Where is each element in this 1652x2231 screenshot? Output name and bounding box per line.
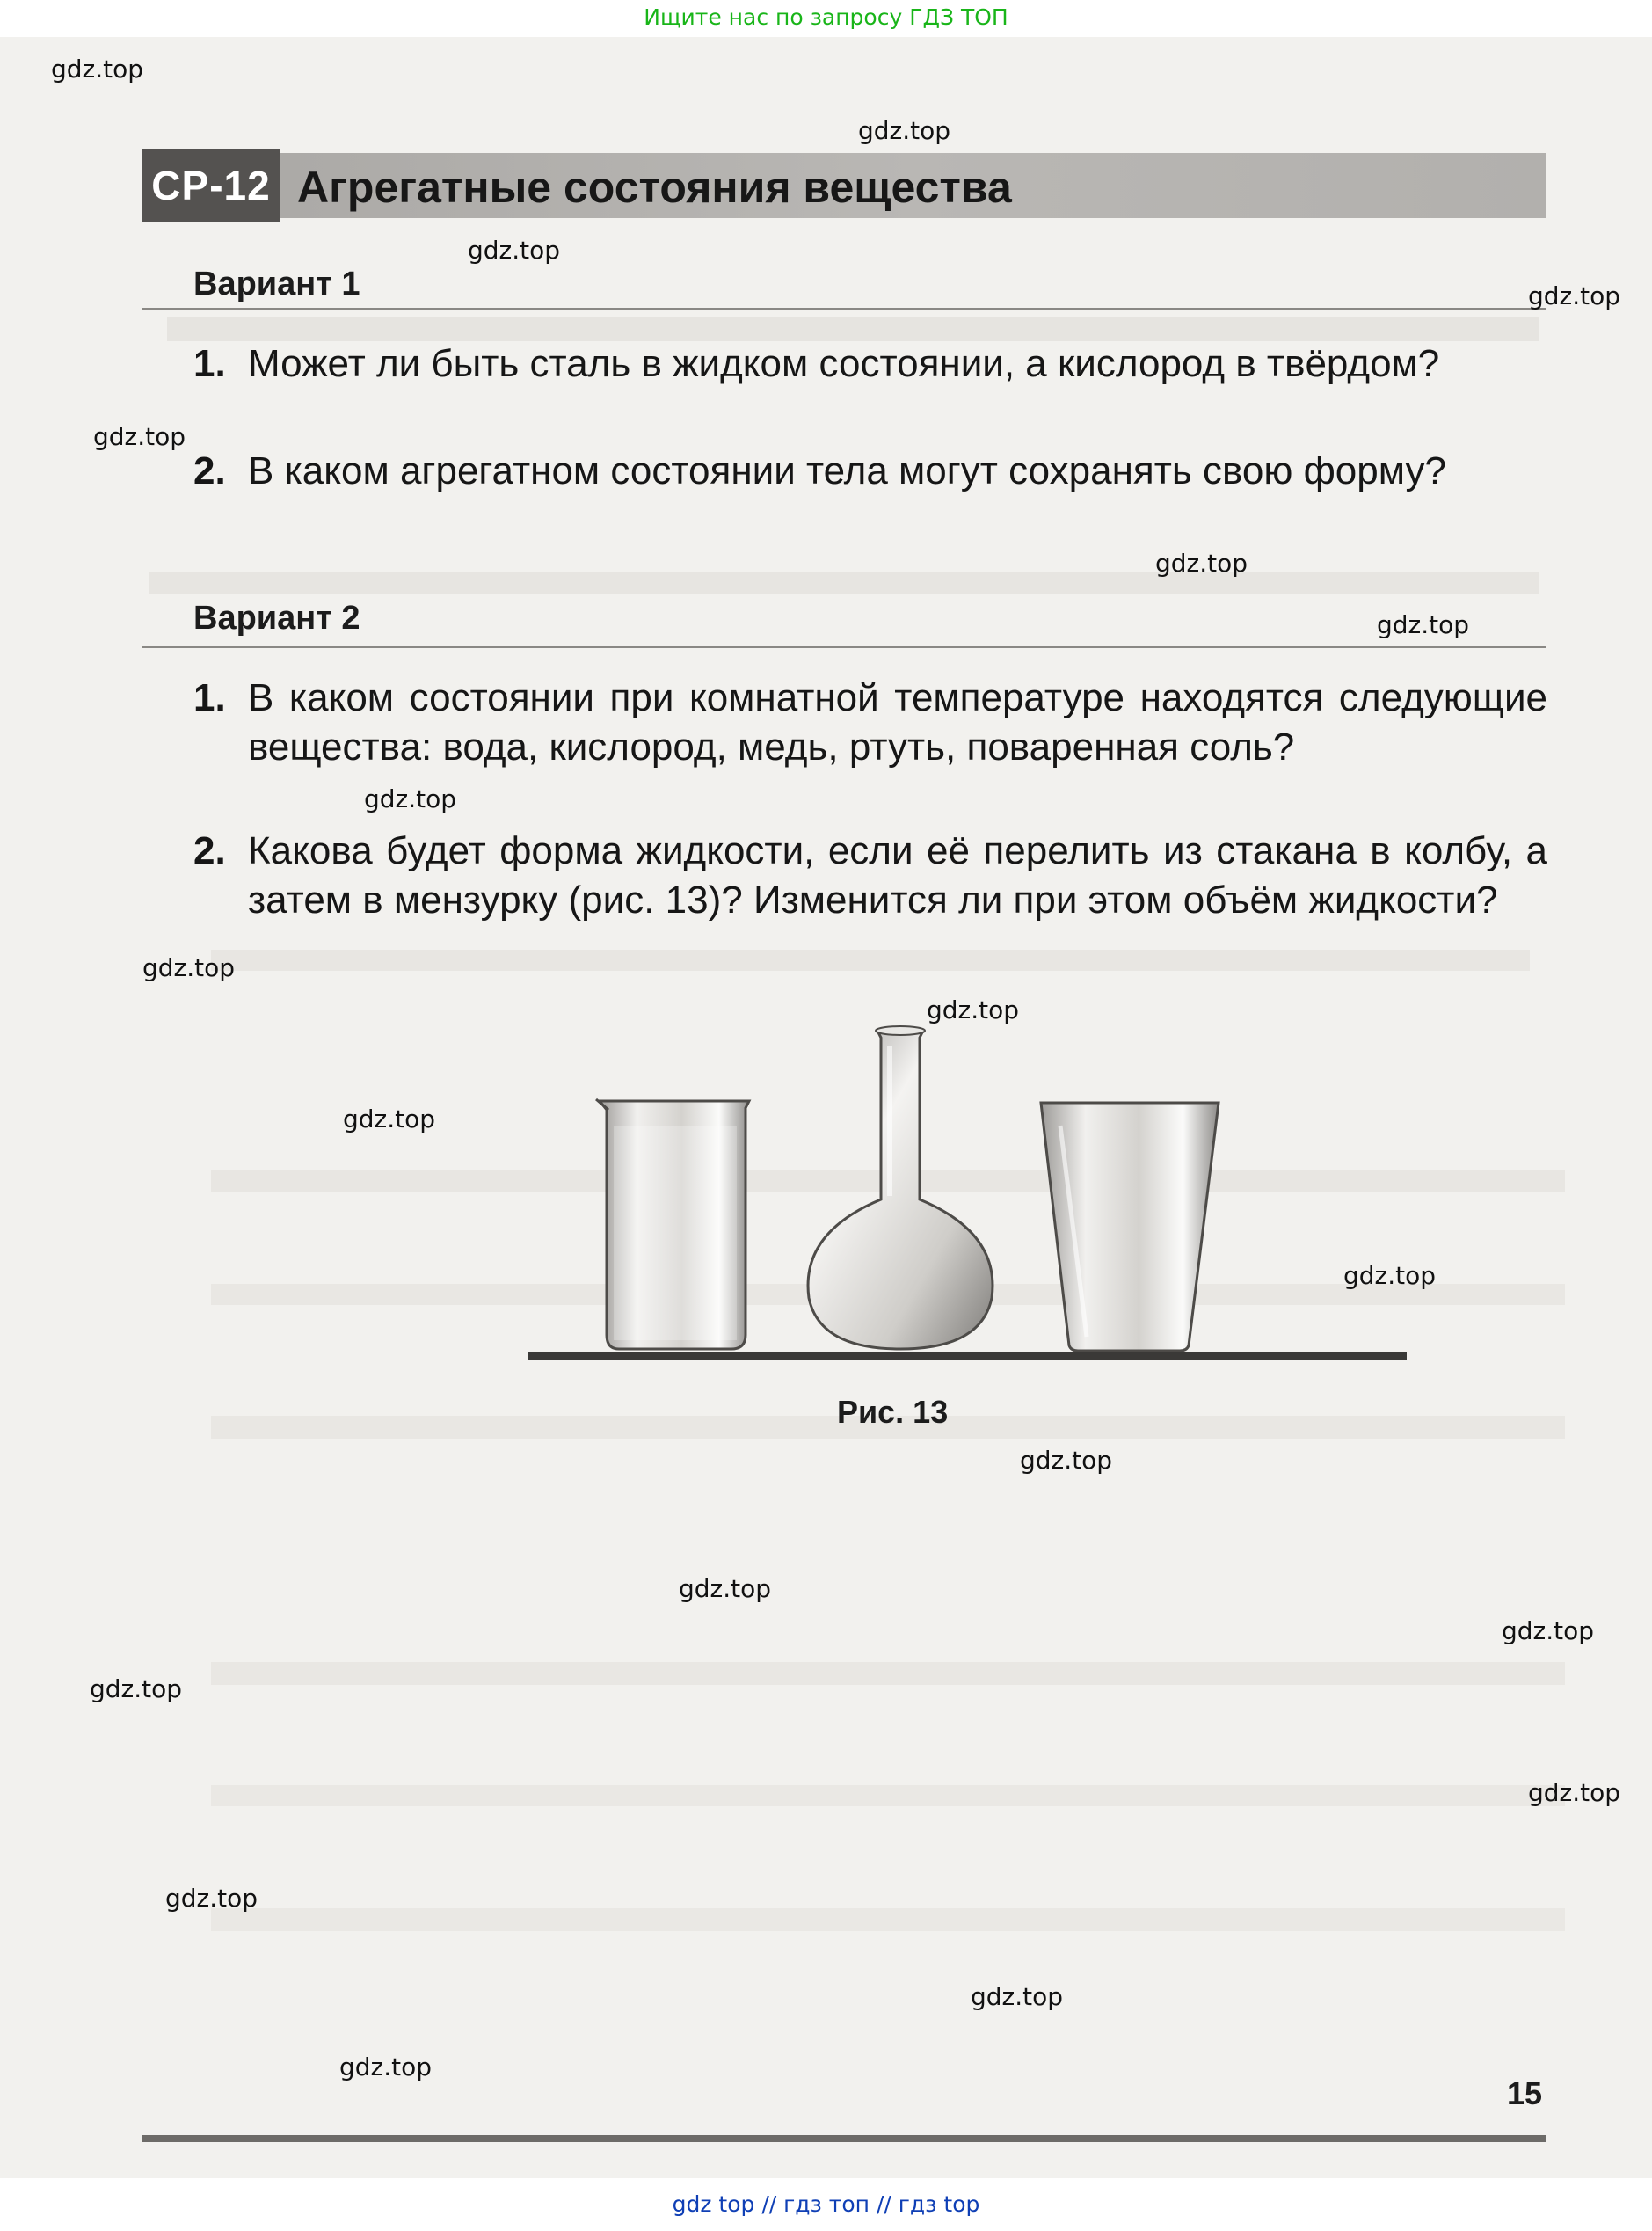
- watermark: gdz.top: [165, 1884, 258, 1913]
- top-banner-link[interactable]: Ищите нас по запросу ГДЗ ТОП: [0, 0, 1652, 37]
- page-number: 15: [1507, 2075, 1543, 2111]
- watermark: gdz.top: [1377, 610, 1470, 639]
- watermark: gdz.top: [1343, 1261, 1437, 1290]
- variant-1-title: Вариант 1: [193, 266, 360, 303]
- figure-13-glassware: [528, 1011, 1583, 1381]
- watermark: gdz.top: [90, 1674, 183, 1703]
- variant-1-question-1: [193, 339, 1547, 389]
- watermark: gdz.top: [51, 55, 144, 84]
- question-number: 1.: [193, 676, 226, 719]
- watermark: gdz.top: [1502, 1616, 1595, 1645]
- flask-icon: [808, 1026, 993, 1349]
- question-text: В каком агрегатном состоянии тела могут сохранять свою форму?: [248, 449, 1446, 492]
- variant-2-question-1: [193, 674, 1547, 772]
- watermark: gdz.top: [1528, 281, 1621, 310]
- watermark: gdz.top: [468, 236, 561, 265]
- watermark: gdz.top: [142, 953, 236, 982]
- watermark: gdz.top: [858, 116, 951, 145]
- question-text: Может ли быть сталь в жидком состоянии, а кислород в твёрдом?: [248, 342, 1440, 385]
- table-surface: [528, 1352, 1407, 1360]
- watermark: gdz.top: [343, 1105, 436, 1134]
- watermark: gdz.top: [927, 995, 1020, 1024]
- measuring-glass-icon: [1041, 1103, 1219, 1351]
- figure-caption: Рис. 13: [837, 1394, 949, 1430]
- variant-2-question-2: [193, 827, 1547, 925]
- watermark: gdz.top: [971, 1982, 1064, 2011]
- section-title: Агрегатные состояния вещества: [297, 163, 1012, 212]
- section-badge: СР-12: [142, 149, 280, 222]
- beaker-icon: [596, 1099, 749, 1349]
- watermark: gdz.top: [364, 784, 457, 813]
- watermark: gdz.top: [1528, 1778, 1621, 1807]
- watermark: gdz.top: [679, 1574, 772, 1603]
- question-text: В каком состоянии при комнатной температуре находятся следующие вещества: вода, кислород, медь, ртуть, поваренная соль?: [248, 676, 1547, 769]
- watermark: gdz.top: [93, 422, 186, 451]
- variant-2-rule: [142, 646, 1546, 648]
- watermark: gdz.top: [1020, 1446, 1113, 1475]
- question-number: 2.: [193, 829, 226, 872]
- bottom-banner-link[interactable]: gdz top // гдз топ // гдз top: [0, 2178, 1652, 2231]
- bottom-rule: [142, 2135, 1546, 2142]
- question-text: Какова будет форма жидкости, если её перелить из стакана в колбу, а затем в мензурку (рис. 13)? Изменится ли при этом объём жидкости?: [248, 829, 1547, 922]
- variant-1-rule: [142, 308, 1546, 310]
- question-number: 2.: [193, 449, 226, 492]
- variant-1-question-2: [193, 447, 1547, 496]
- watermark: gdz.top: [339, 2052, 433, 2082]
- variant-2-title: Вариант 2: [193, 600, 360, 637]
- question-number: 1.: [193, 342, 226, 385]
- watermark: gdz.top: [1155, 549, 1248, 578]
